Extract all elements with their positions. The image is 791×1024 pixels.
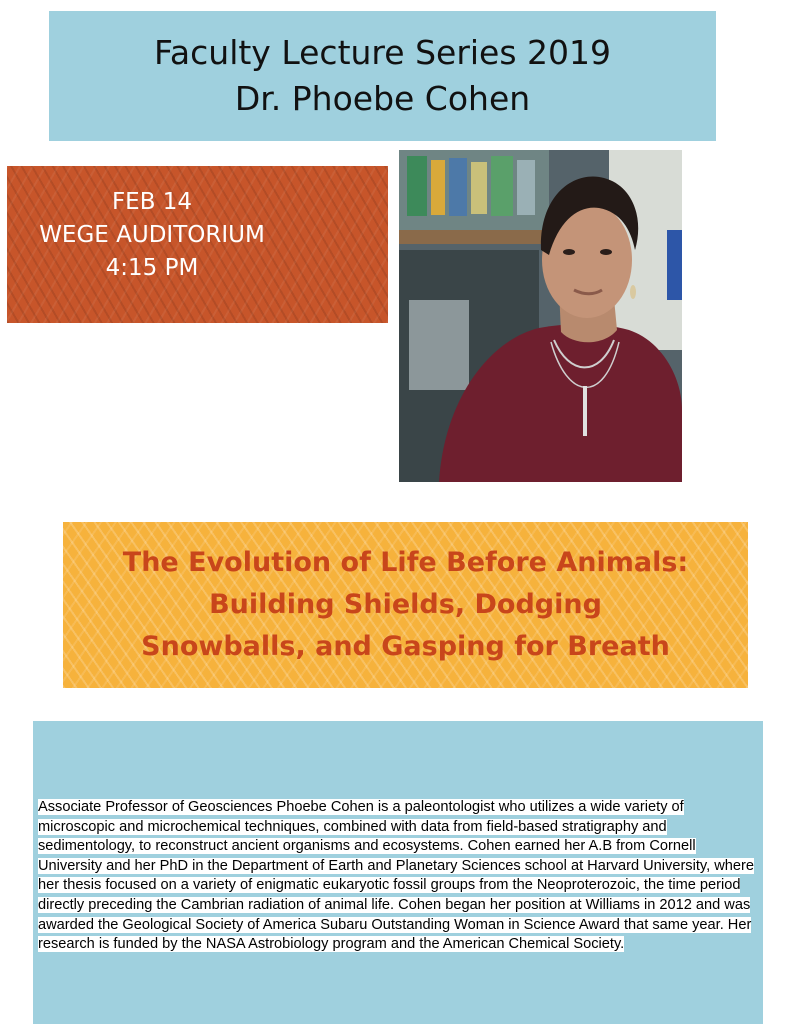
portrait-photo-icon	[399, 150, 682, 482]
talk-title-line-1: The Evolution of Life Before Animals:	[122, 547, 689, 578]
event-location: WEGE AUDITORIUM	[39, 222, 265, 248]
speaker-name: Dr. Phoebe Cohen	[234, 79, 531, 118]
speaker-portrait-photo	[399, 150, 682, 482]
speaker-bio	[38, 798, 760, 955]
header-banner	[49, 11, 716, 141]
event-date: FEB 14	[111, 189, 193, 215]
event-time: 4:15 PM	[105, 255, 199, 281]
series-title: Faculty Lecture Series 2019	[153, 33, 612, 72]
talk-title-line-3: Snowballs, and Gasping for Breath	[141, 631, 670, 662]
event-details-box	[7, 166, 388, 323]
talk-title-line-2: Building Shields, Dodging	[209, 589, 602, 620]
speaker-bio-text: Associate Professor of Geosciences Phoebe Cohen is a paleontologist who utilizes a wide variety of microscopic and microchemical techniques, combined with data from field-based stratigraphy and sedimentology, to reconstruct ancient organisms and ecosystems. Cohen earned her A.B from Cornell University and her PhD in the Department of Earth and Planetary Sciences school at Harvard University, where her thesis focused on a variety of enigmatic eukaryotic fossil groups from the Neoproterozoic, the time period directly preceding the Cambrian radiation of animal life. Cohen began her position at Williams in 2012 and was awarded the Geological Society of America Subaru Outstanding Woman in Science Award that same year. Her research is funded by the NASA Astrobiology program and the American Chemical Society.	[38, 799, 754, 953]
talk-title-box	[63, 522, 748, 688]
